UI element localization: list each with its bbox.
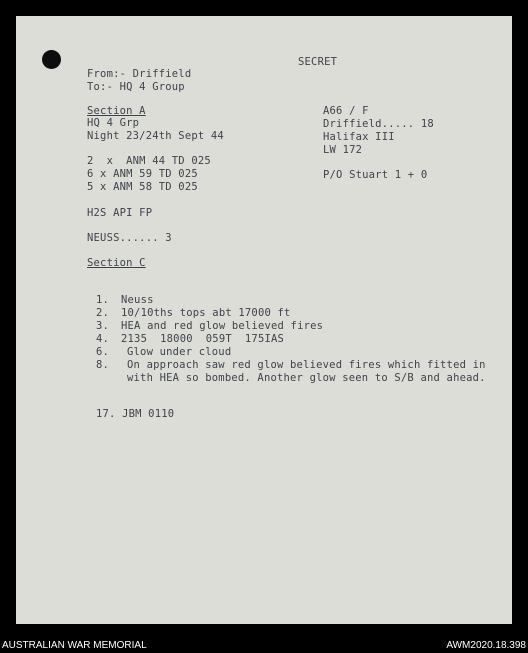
section-a-heading: Section A — [87, 105, 146, 117]
item-num-2: 2. — [96, 307, 110, 319]
item-text-3: HEA and red glow believed fires — [121, 320, 324, 332]
punch-hole — [42, 50, 61, 69]
item-num-3: 3. — [96, 320, 110, 332]
item-num-4: 4. — [96, 333, 110, 345]
footer-accession: AWM2020.18.398 — [446, 640, 526, 651]
item-text-4: 2135 18000 059T 175IAS — [121, 333, 285, 345]
signoff-line: 17. JBM 0110 — [96, 408, 175, 420]
footer-institution: AUSTRALIAN WAR MEMORIAL — [2, 640, 147, 651]
bomb-load-3: 5 x ANM 58 TD 025 — [87, 181, 198, 193]
bomb-load-2: 6 x ANM 59 TD 025 — [87, 168, 198, 180]
aircraft-type: Halifax III — [323, 131, 395, 143]
target-line: NEUSS...... 3 — [87, 232, 172, 244]
item-text-8: On approach saw red glow believed fires which fitted in — [127, 359, 486, 371]
from-line: From:- Driffield — [87, 68, 192, 80]
item-text-1: Neuss — [121, 294, 154, 306]
bomb-load-1: 2 x ANM 44 TD 025 — [87, 155, 211, 167]
aircraft-code: A66 / F — [323, 105, 369, 117]
item-text-2: 10/10ths tops abt 17000 ft — [121, 307, 291, 319]
section-c-heading: Section C — [87, 257, 146, 269]
section-a-line-2: Night 23/24th Sept 44 — [87, 130, 224, 142]
item-num-8: 8. — [96, 359, 110, 371]
to-line: To:- HQ 4 Group — [87, 81, 185, 93]
item-num-6: 6. — [96, 346, 110, 358]
api-line: H2S API FP — [87, 207, 153, 219]
item-text-6: Glow under cloud — [127, 346, 232, 358]
item-num-1: 1. — [96, 294, 110, 306]
classification-label: SECRET — [298, 56, 338, 68]
section-a-line-1: HQ 4 Grp — [87, 117, 140, 129]
item-text-8-cont: with HEA so bombed. Another glow seen to S/B and ahead. — [127, 372, 486, 384]
pilot-line: P/O Stuart 1 + 0 — [323, 169, 428, 181]
aircraft-serial: LW 172 — [323, 144, 363, 156]
station-line: Driffield..... 18 — [323, 118, 434, 130]
